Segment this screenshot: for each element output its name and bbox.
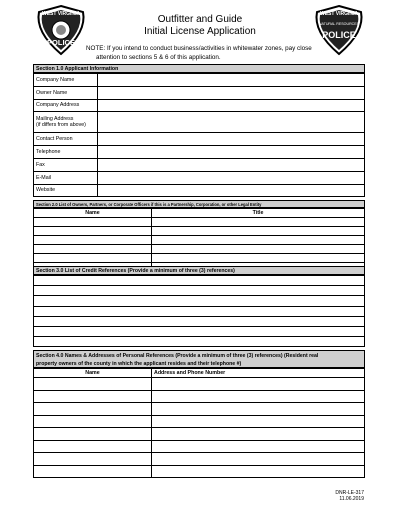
field-label	[34, 86, 98, 99]
owner-row	[34, 245, 365, 254]
field-label	[34, 99, 98, 112]
personal-reference-row	[34, 390, 365, 403]
form-title-line1: Outfitter and Guide	[157, 14, 243, 25]
entry-cell[interactable]	[34, 296, 365, 306]
form-id: DNR-LE-317	[335, 490, 364, 496]
section2-heading: Section 2.0 List of Owners, Partners, or Corporate Officers if this is a Partnership, Corporation, or other Legal Entity	[33, 200, 365, 208]
badge-top-text: WEST VIRGINIA	[41, 11, 81, 17]
entry-cell[interactable]	[152, 218, 365, 227]
applicant-info-row	[34, 99, 365, 112]
field-label	[34, 171, 98, 184]
credit-reference-row	[34, 337, 365, 347]
applicant-info-row	[34, 74, 365, 87]
applicant-info-row	[34, 112, 365, 133]
section4-heading	[33, 350, 365, 368]
badge-bottom-text-right: POLICE	[322, 30, 356, 40]
entry-cell[interactable]	[34, 254, 152, 263]
form-title-line2: Initial License Application	[144, 26, 256, 37]
entry-cell[interactable]	[34, 306, 365, 316]
badge-bottom-text: POLICE	[47, 38, 75, 47]
field-label	[34, 112, 98, 133]
entry-cell[interactable]	[152, 378, 365, 391]
entry-cell[interactable]	[34, 326, 365, 336]
entry-cell[interactable]	[34, 428, 152, 441]
section4-name-header: Name	[34, 369, 152, 378]
section4-table	[33, 368, 365, 478]
applicant-info-row	[34, 86, 365, 99]
entry-cell[interactable]	[152, 465, 365, 478]
field-label	[34, 74, 98, 87]
applicant-info-row	[34, 146, 365, 159]
entry-cell[interactable]	[34, 465, 152, 478]
field-value-cell[interactable]	[98, 133, 365, 146]
form-footer	[335, 490, 364, 502]
applicant-info-row	[34, 133, 365, 146]
entry-cell[interactable]	[34, 218, 152, 227]
entry-cell[interactable]	[152, 245, 365, 254]
applicant-info-row	[34, 171, 365, 184]
entry-cell[interactable]	[34, 440, 152, 453]
owner-row	[34, 236, 365, 245]
credit-reference-row	[34, 276, 365, 286]
field-sublabel-text: (if differs from above)	[36, 122, 86, 129]
entry-cell[interactable]	[34, 415, 152, 428]
field-label-text: E-Mail	[36, 174, 52, 181]
entry-cell[interactable]	[34, 276, 365, 286]
section4-heading-line2: property owners of the county in which the applicant resides and their telephone #)	[36, 361, 242, 367]
personal-reference-row	[34, 415, 365, 428]
field-value-cell[interactable]	[98, 171, 365, 184]
field-label	[34, 184, 98, 197]
section1-heading: Section 1.0 Applicant Information	[33, 64, 365, 73]
credit-reference-row	[34, 286, 365, 296]
note-text	[86, 44, 326, 62]
field-value-cell[interactable]	[98, 86, 365, 99]
entry-cell[interactable]	[152, 403, 365, 416]
field-label-text: Website	[36, 187, 56, 194]
field-value-cell[interactable]	[98, 99, 365, 112]
entry-cell[interactable]	[152, 254, 365, 263]
entry-cell[interactable]	[152, 415, 365, 428]
section2-name-header: Name	[34, 209, 152, 218]
credit-reference-row	[34, 306, 365, 316]
entry-cell[interactable]	[152, 453, 365, 466]
entry-cell[interactable]	[152, 390, 365, 403]
field-value-cell[interactable]	[98, 112, 365, 133]
personal-reference-row	[34, 465, 365, 478]
field-label-text: Company Address	[36, 102, 80, 109]
field-label-text: Fax	[36, 161, 45, 168]
badge-mid-text-right: NATURAL RESOURCES	[318, 22, 360, 26]
owner-row	[34, 218, 365, 227]
field-label	[34, 158, 98, 171]
field-label-text: Contact Person	[36, 136, 73, 143]
entry-cell[interactable]	[34, 390, 152, 403]
entry-cell[interactable]	[34, 236, 152, 245]
entry-cell[interactable]	[34, 286, 365, 296]
section4-heading-line1: Section 4.0 Names & Addresses of Personal References (Provide a minimum of three (3) references) (Resident real	[36, 353, 319, 359]
section3-heading: Section 3.0 List of Credit References (Provide a minimum of three (3) references)	[33, 266, 365, 275]
owner-row	[34, 227, 365, 236]
owner-row	[34, 254, 365, 263]
entry-cell[interactable]	[34, 245, 152, 254]
entry-cell[interactable]	[152, 428, 365, 441]
entry-cell[interactable]	[34, 378, 152, 391]
note-line2: attention to sections 5 & 6 of this application.	[96, 54, 221, 61]
entry-cell[interactable]	[34, 316, 365, 326]
section2-table	[33, 208, 365, 272]
entry-cell[interactable]	[152, 227, 365, 236]
entry-cell[interactable]	[152, 236, 365, 245]
field-label-text: Company Name	[36, 76, 75, 83]
personal-reference-row	[34, 440, 365, 453]
field-label-text: Owner Name	[36, 89, 68, 96]
credit-reference-row	[34, 326, 365, 336]
personal-reference-row	[34, 378, 365, 391]
applicant-info-row	[34, 158, 365, 171]
field-label-text: Telephone	[36, 149, 61, 156]
entry-cell[interactable]	[34, 453, 152, 466]
entry-cell[interactable]	[152, 440, 365, 453]
field-value-cell[interactable]	[98, 74, 365, 87]
form-date: 11.06.2019	[339, 496, 364, 502]
field-value-cell[interactable]	[98, 184, 365, 197]
field-label	[34, 146, 98, 159]
section2-title-header: Title	[152, 209, 365, 218]
entry-cell[interactable]	[34, 403, 152, 416]
field-label	[34, 133, 98, 146]
entry-cell[interactable]	[34, 337, 365, 347]
credit-reference-row	[34, 316, 365, 326]
field-label-text: Mailing Address	[36, 116, 74, 123]
field-value-cell[interactable]	[98, 146, 365, 159]
credit-reference-row	[34, 296, 365, 306]
badge-top-text-right: WEST VIRGINIA	[319, 11, 359, 17]
personal-reference-row	[34, 453, 365, 466]
section3-table	[33, 275, 365, 347]
field-value-cell[interactable]	[98, 158, 365, 171]
applicant-info-row	[34, 184, 365, 197]
section1-table	[33, 73, 365, 197]
section4-address-header: Address and Phone Number	[152, 369, 365, 378]
entry-cell[interactable]	[34, 227, 152, 236]
personal-reference-row	[34, 428, 365, 441]
personal-reference-row	[34, 403, 365, 416]
note-line1: NOTE: If you intend to conduct business/activities in whitewater zones, pay close	[86, 45, 312, 52]
